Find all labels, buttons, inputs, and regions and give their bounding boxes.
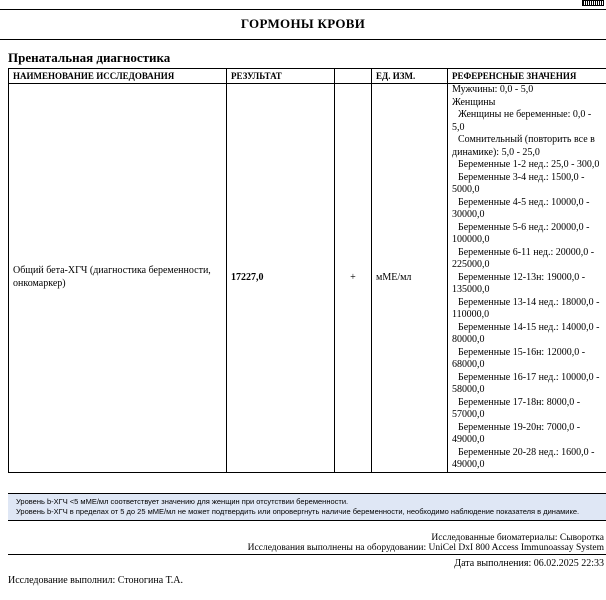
- header-flag: [335, 69, 372, 84]
- results-table: [8, 68, 606, 473]
- meta-divider: [8, 554, 606, 555]
- reference-line: Беременные 1-2 нед.: 25,0 - 300,0: [458, 159, 600, 170]
- reference-line: Беременные 12-13н: 19000,0 - 135000,0: [452, 271, 586, 295]
- reference-line: Мужчины: 0,0 - 5,0: [452, 84, 534, 95]
- unit-value: мМЕ/мл: [372, 84, 448, 473]
- title-divider: [0, 39, 606, 40]
- reference-line: Беременные 15-16н: 12000,0 - 68000,0: [452, 346, 586, 370]
- reference-line: Женщины: [452, 96, 496, 108]
- reference-line: Беременные 20-28 нед.: 1600,0 - 49000,0: [452, 446, 595, 470]
- page-title: ГОРМОНЫ КРОВИ: [240, 16, 366, 31]
- reference-line: Беременные 13-14 нед.: 18000,0 - 110000,0: [452, 296, 600, 320]
- top-divider: [0, 9, 606, 10]
- reference-values: [448, 84, 606, 473]
- header-reference: РЕФЕРЕНСНЫЕ ЗНАЧЕНИЯ: [448, 69, 606, 84]
- performer-info: Исследование выполнил: Стоногина Т.А.: [8, 575, 183, 586]
- result-value: 17227,0: [227, 84, 335, 473]
- test-name: Общий бета-ХГЧ (диагностика беременности, онкомаркер): [9, 84, 227, 473]
- note-line: Уровень b-ХГЧ в пределах от 5 до 25 мМЕ/мл не может подтвердить или опровергнуть наличие беременности, необходимо наблюдение показателя в динамике.: [16, 507, 580, 516]
- header-name: НАИМЕНОВАНИЕ ИССЛЕДОВАНИЯ: [9, 69, 227, 84]
- reference-line: Беременные 3-4 нед.: 1500,0 - 5000,0: [452, 171, 585, 195]
- reference-line: Беременные 14-15 нед.: 14000,0 - 80000,0: [452, 321, 600, 345]
- table-row: [9, 84, 606, 473]
- abnormal-flag: +: [335, 84, 372, 473]
- reference-line: Беременные 6-11 нед.: 20000,0 - 225000,0: [452, 246, 595, 270]
- header-unit: ЕД. ИЗМ.: [372, 69, 448, 84]
- interpretation-note: [8, 493, 606, 521]
- header-result: РЕЗУЛЬТАТ: [227, 69, 335, 84]
- execution-date: Дата выполнения: 06.02.2025 22:33: [454, 558, 604, 569]
- equipment-info: Исследования выполнены на оборудовании: UniCel DxI 800 Access Immunoassay System: [247, 543, 604, 553]
- reference-line: Сомнительный (повторить все в динамике): 5,0 - 25,0: [452, 134, 595, 158]
- reference-line: Женщины не беременные: 0,0 - 5,0: [452, 109, 592, 133]
- reference-line: Беременные 19-20н: 7000,0 - 49000,0: [452, 421, 581, 445]
- reference-line: Беременные 4-5 нед.: 10000,0 - 30000,0: [452, 196, 590, 220]
- reference-line: Беременные 16-17 нед.: 10000,0 - 58000,0: [452, 371, 600, 395]
- note-line: Уровень b-ХГЧ <5 мМЕ/мл соответствует значению для женщин при отсутствии беременности.: [16, 497, 349, 506]
- reference-line: Беременные 5-6 нед.: 20000,0 - 100000,0: [452, 221, 590, 245]
- corner-barcode-mark: [582, 0, 604, 6]
- table-header-row: [9, 69, 606, 84]
- biomaterial-info: Исследованные биоматериалы: Сыворотка: [431, 533, 604, 543]
- reference-line: Беременные 17-18н: 8000,0 - 57000,0: [452, 396, 581, 420]
- section-title: Пренатальная диагностика: [8, 50, 171, 65]
